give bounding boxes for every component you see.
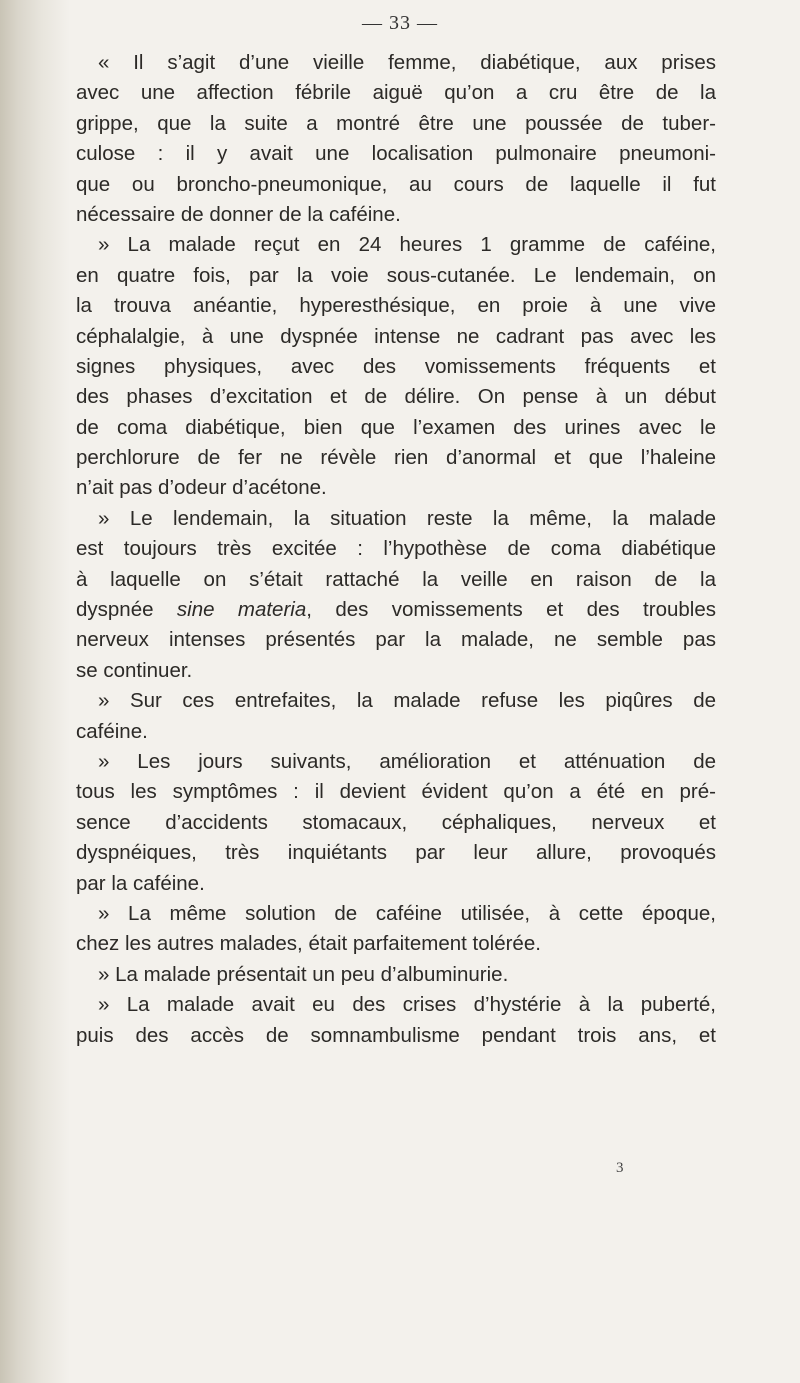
italic-phrase: sine materia	[176, 598, 307, 622]
text-line: » La malade présentait un peu d’albuminurie.	[98, 962, 509, 986]
text-line: grippe, que la suite a montré être une poussée de tuber-	[76, 111, 716, 135]
text-line: perchlorure de fer ne révèle rien d’anormal et que l’haleine	[76, 446, 716, 470]
text-line: est toujours très excitée : l’hypothèse de coma diabétique	[76, 537, 716, 561]
text-line: puis des accès de somnambulisme pendant trois ans, et	[76, 1023, 716, 1047]
text-line: nerveux intenses présentés par la malade, ne semble pas	[76, 628, 716, 652]
text-line: la trouva anéantie, hyperesthésique, en proie à une vive	[76, 294, 716, 318]
text-line: culose : il y avait une localisation pulmonaire pneumoni-	[76, 142, 716, 166]
text-line: de coma diabétique, bien que l’examen des urines avec le	[76, 415, 716, 439]
text-line: des phases d’excitation et de délire. On pense à un début	[76, 385, 716, 409]
text-line: n’ait pas d’odeur d’acétone.	[76, 476, 327, 500]
text-line: » La malade avait eu des crises d’hystérie à la puberté,	[98, 993, 716, 1017]
text-line: » La même solution de caféine utilisée, à cette époque,	[98, 901, 716, 925]
text-line: dyspnée sine materia, des vomissements et des troubles	[76, 598, 716, 622]
text-line: signes physiques, avec des vomissements fréquents et	[76, 354, 716, 378]
text-line: se continuer.	[76, 658, 193, 682]
text-line: sence d’accidents stomacaux, céphaliques, nerveux et	[76, 810, 716, 834]
text-line: à laquelle on s’était rattaché la veille en raison de la	[76, 567, 716, 591]
text-line: en quatre fois, par la voie sous-cutanée. Le lendemain, on	[76, 263, 716, 287]
text-line: » La malade reçut en 24 heures 1 gramme de caféine,	[98, 233, 716, 257]
page-number: — 33 —	[362, 12, 438, 34]
text-line: avec une affection fébrile aiguë qu’on a cru être de la	[76, 81, 716, 105]
text-line: « Il s’agit d’une vieille femme, diabétique, aux prises	[98, 51, 716, 74]
body-text	[76, 48, 716, 1051]
text-line: » Le lendemain, la situation reste la même, la malade	[98, 506, 716, 530]
text-line: par la caféine.	[76, 871, 205, 895]
text-line: que ou broncho-pneumonique, au cours de laquelle il fut	[76, 172, 716, 196]
text-line: » Les jours suivants, amélioration et atténuation de	[98, 749, 716, 773]
signature-mark: 3	[616, 1160, 624, 1176]
text-line: chez les autres malades, était parfaitement tolérée.	[76, 932, 541, 956]
text-line: caféine.	[76, 719, 148, 743]
text-line: tous les symptômes : il devient évident qu’on a été en pré-	[76, 780, 716, 804]
text-line: » Sur ces entrefaites, la malade refuse les piqûres de	[98, 689, 716, 713]
page-gutter-shadow	[0, 0, 70, 1383]
text-line: nécessaire de donner de la caféine.	[76, 202, 401, 226]
text-line: dyspnéiques, très inquiétants par leur allure, provoqués	[76, 841, 716, 865]
text-line: céphalalgie, à une dyspnée intense ne cadrant pas avec les	[76, 324, 716, 348]
